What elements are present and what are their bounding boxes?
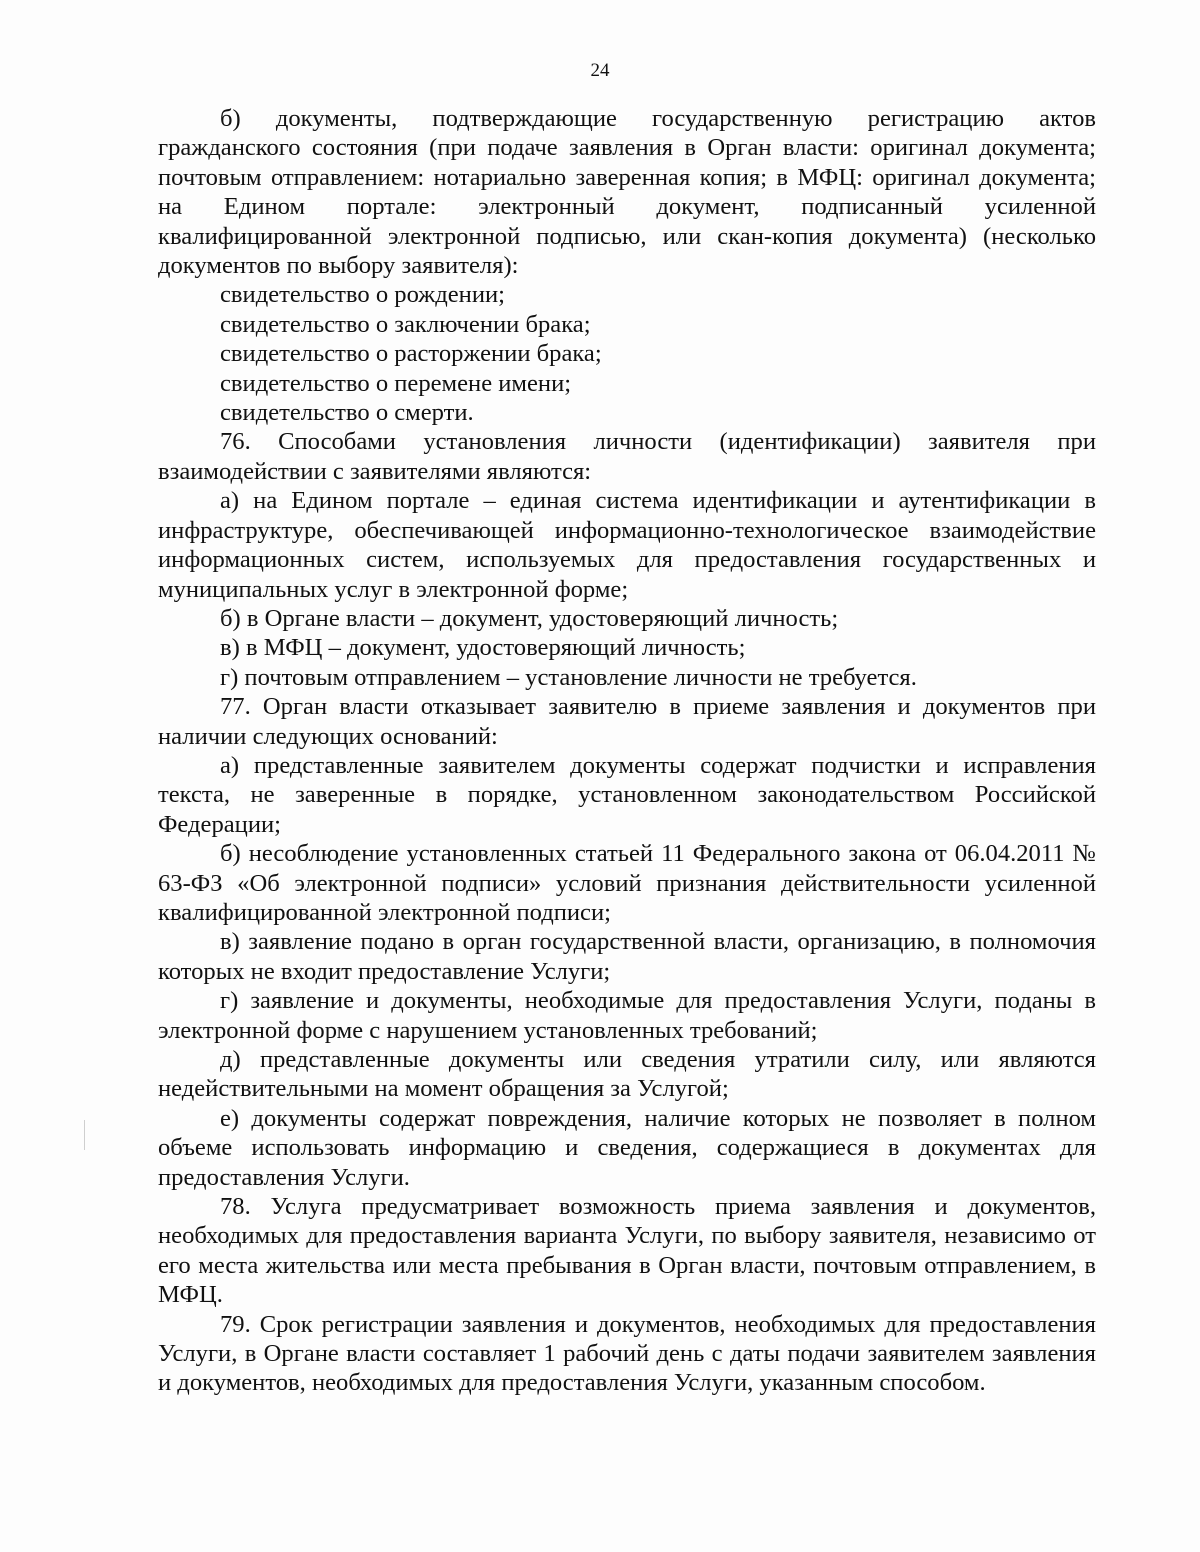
paragraph-77-d: д) представленные документы или сведения утратили силу, или являются недействительными на момент обращения за Услугой; <box>158 1046 1096 1103</box>
paragraph-77-v: в) заявление подано в орган государственной власти, организацию, в полномочия которых не входит предоставление Услуги; <box>158 928 1096 985</box>
paragraph-78: 78. Услуга предусматривает возможность приема заявления и документов, необходимых для предоставления варианта Услуги, по выбору заявителя, независимо от его места жительства или места пребывания в Орган власти, почтовым отправлением, в МФЦ. <box>158 1193 1096 1309</box>
list-item-death-certificate: свидетельство о смерти. <box>220 399 474 427</box>
paragraph-77-a: а) представленные заявителем документы содержат подчистки и исправления текста, не заверенные в порядке, установленном законодательством Российской Федерации; <box>158 751 1096 838</box>
paragraph-76: 76. Способами установления личности (идентификации) заявителя при взаимодействии с заявителями являются: <box>158 428 1096 485</box>
paragraph-79: 79. Срок регистрации заявления и документов, необходимых для предоставления Услуги, в Органе власти составляет 1 рабочий день с даты подачи заявителем заявления и документов, необходимых для предоставления Услуги, указанным способом. <box>158 1310 1096 1397</box>
paragraph-77-b: б) несоблюдение установленных статьей 11 Федерального закона от 06.04.2011 № 63-ФЗ «Об электронной подписи» условий признания действительности усиленной квалифицированной электронной подписи; <box>158 840 1096 926</box>
page-number: 24 <box>590 60 610 81</box>
list-item-divorce-certificate: свидетельство о расторжении брака; <box>220 340 602 368</box>
paragraph-76-a: а) на Едином портале – единая система идентификации и аутентификации в инфраструктуре, обеспечивающей информационно-технологическое взаимодействие информационных систем, используемых для предоставления государственных и муниципальных услуг в электронной форме; <box>158 487 1096 603</box>
paragraph-76-g: г) почтовым отправлением – установление личности не требуется. <box>220 663 917 691</box>
document-body <box>158 104 1096 1398</box>
paragraph-b-documents: б) документы, подтверждающие государственную регистрацию актов гражданского состояния (при подаче заявления в Орган власти: оригинал документа; почтовым отправлением: нотариально заверенная копия; в МФЦ: оригинал документа; на Едином портале: электронный документ, подписанный усиленной квалифицированной электронной подписью, или скан-копия документа) (несколько документов по выбору заявителя): <box>158 105 1096 280</box>
paragraph-77-g: г) заявление и документы, необходимые для предоставления Услуги, поданы в электронной форме с нарушением установленных требований; <box>158 987 1096 1044</box>
list-item-marriage-certificate: свидетельство о заключении брака; <box>220 310 591 338</box>
paragraph-76-v: в) в МФЦ – документ, удостоверяющий личность; <box>220 634 746 662</box>
list-item-name-change-certificate: свидетельство о перемене имени; <box>220 369 572 397</box>
scan-edge-mark <box>84 1120 85 1150</box>
paragraph-77-e: е) документы содержат повреждения, наличие которых не позволяет в полном объеме использовать информацию и сведения, содержащиеся в документах для предоставления Услуги. <box>158 1104 1096 1191</box>
paragraph-76-b: б) в Органе власти – документ, удостоверяющий личность; <box>220 604 839 632</box>
list-item-birth-certificate: свидетельство о рождении; <box>220 281 505 309</box>
paragraph-77: 77. Орган власти отказывает заявителю в приеме заявления и документов при наличии следующих оснований: <box>158 693 1096 750</box>
